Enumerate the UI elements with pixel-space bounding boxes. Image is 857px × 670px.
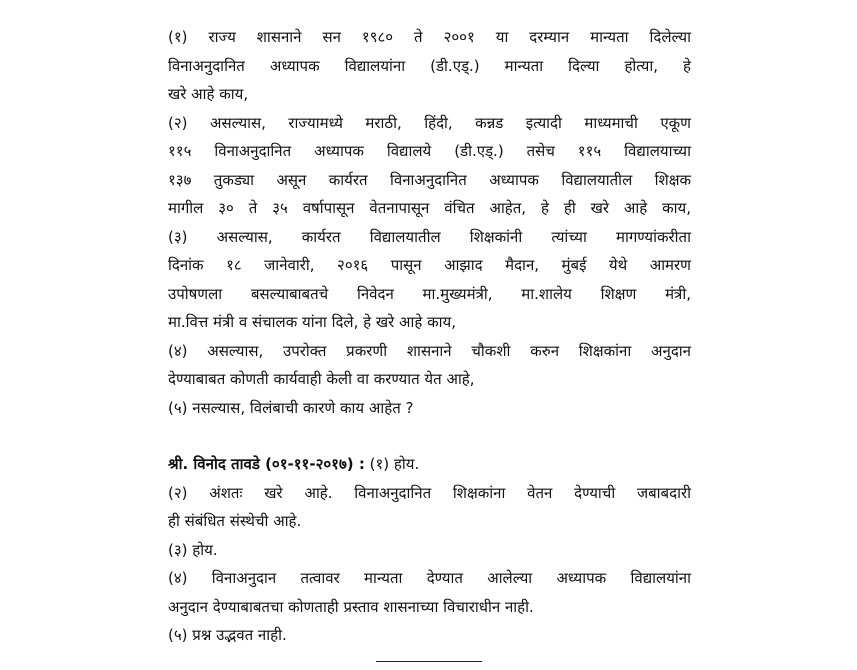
question-line: उपोषणला बसल्याबाबतचे निवेदन मा.मुख्यमंत्री, मा.शालेय शिक्षण मंत्री, <box>168 284 691 303</box>
question-line: (४) असल्यास, उपरोक्त प्रकरणी शासनाने चौकशी करुन शिक्षकांना अनुदान <box>168 341 691 360</box>
question-line: मा.वित्त मंत्री व संचालक यांना दिले, हे खरे आहे काय, <box>168 313 456 331</box>
answer-line: अनुदान देण्याबाबतचा कोणताही प्रस्ताव शासनाच्या विचाराधीन नाही. <box>168 597 534 616</box>
question-line: (२) असल्यास, राज्यामध्ये मराठी, हिंदी, कन्नड इत्यादी माध्यमाची एकूण <box>168 113 691 132</box>
answer-line: (४) विनाअनुदान तत्वावर मान्यता देण्यात आलेल्या अध्यापक विद्यालयांना <box>168 569 691 587</box>
question-line: (३) असल्यास, कार्यरत विद्यालयातील शिक्षकांनी त्यांच्या मागण्यांकरीता <box>168 227 691 246</box>
answer-heading-line <box>168 455 691 474</box>
question-line: विनाअनुदानित अध्यापक विद्यालयांना (डी.एड्.) मान्यता दिल्या होत्या, हे <box>168 56 691 75</box>
answer-line: (५) प्रश्न उद्भवत नाही. <box>168 626 287 644</box>
question-line: (१) राज्य शासनाने सन १९८० ते २००१ या दरम्यान मान्यता दिलेल्या <box>168 28 691 46</box>
section-gap <box>168 427 691 455</box>
answer-first-reply: (१) होय. <box>364 455 420 473</box>
minister-name: श्री. विनोद तावडे (०१-११-२०१७) : <box>168 455 365 473</box>
question-section <box>168 28 691 418</box>
answer-line: ही संबंधित संस्थेची आहे. <box>168 512 302 530</box>
question-answer-document <box>168 28 691 655</box>
question-line: मागील ३० ते ३५ वर्षापासून वेतनापासून वंचित आहेत, हे ही खरे आहे काय, <box>168 199 691 217</box>
question-line: देण्याबाबत कोणती कार्यवाही केली वा करण्यात येत आहे, <box>168 370 475 388</box>
end-separator-line <box>376 661 482 662</box>
question-line: (५) नसल्यास, विलंबाची कारणे काय आहेत ? <box>168 398 414 417</box>
answer-line: (३) होय. <box>168 540 218 559</box>
question-line: १३७ तुकड्या असून कार्यरत विनाअनुदानित अध्यापक विद्यालयातील शिक्षक <box>168 170 691 189</box>
question-line: खरे आहे काय, <box>168 85 249 103</box>
answer-line: (२) अंशतः खरे आहे. विनाअनुदानित शिक्षकांना वेतन देण्याची जबाबदारी <box>168 483 691 502</box>
question-line: ११५ विनाअनुदानित अध्यापक विद्यालये (डी.एड्.) तसेच ११५ विद्यालयाच्या <box>168 142 691 160</box>
question-line: दिनांक १८ जानेवारी, २०१६ पासून आझाद मैदान, मुंबई येथे आमरण <box>168 256 691 274</box>
answer-section <box>168 455 691 645</box>
